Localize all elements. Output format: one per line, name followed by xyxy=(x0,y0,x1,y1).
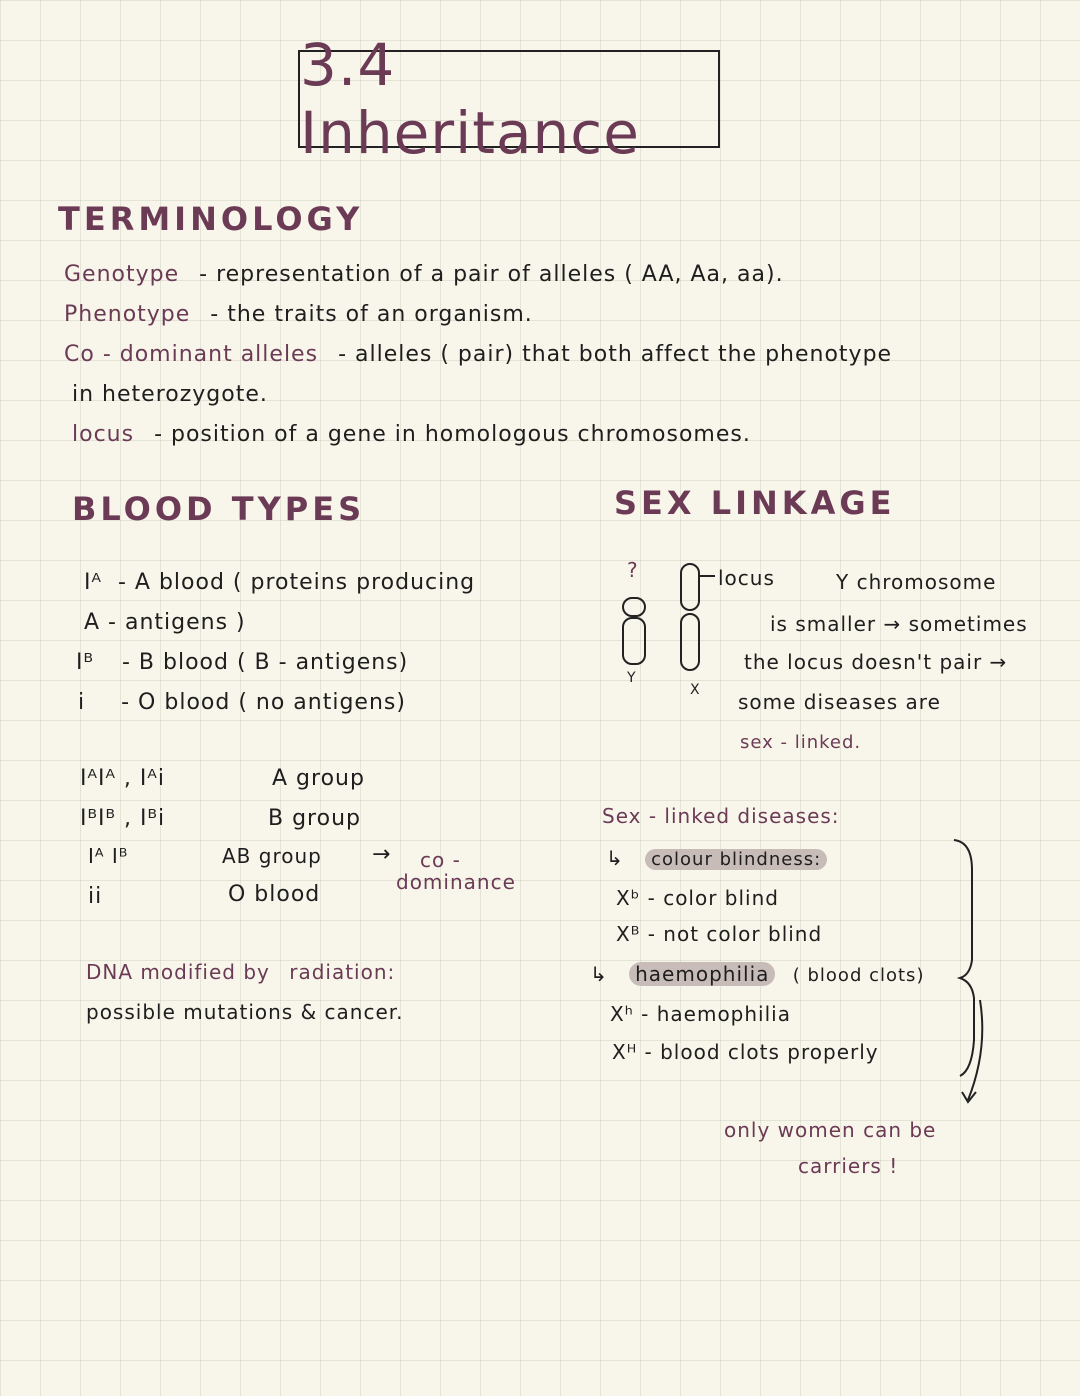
locus-definition: - position of a gene in homologous chromosomes. xyxy=(154,422,751,447)
bracket-arrow-icon xyxy=(940,830,1000,1120)
x-chromosome-shape xyxy=(681,564,699,670)
question-mark: ? xyxy=(627,558,639,582)
page-title: 3.4 Inheritance xyxy=(300,31,640,167)
xh-upper-line: Xᴴ - blood clots properly xyxy=(612,1040,879,1064)
xb-upper-line: Xᴮ - not color blind xyxy=(616,922,823,946)
ia-line xyxy=(84,570,475,595)
xh-lower-line: Xʰ - haemophilia xyxy=(610,1002,791,1026)
codominance-label-2: dominance xyxy=(396,870,516,894)
dna-radiation: radiation: xyxy=(289,960,396,984)
y-chromosome-shape xyxy=(623,598,645,664)
carriers-line-1: only women can be xyxy=(724,1118,937,1142)
sex-linkage-heading: SEX LINKAGE xyxy=(614,484,896,522)
locus-line xyxy=(72,422,751,447)
ia-description-cont: A - antigens ) xyxy=(84,610,246,635)
dna-mutations: possible mutations & cancer. xyxy=(86,1000,404,1024)
genotype-o: ii xyxy=(88,884,103,909)
dna-modified: DNA modified by xyxy=(86,960,270,984)
group-b: B group xyxy=(268,806,361,831)
ib-symbol: Iᴮ xyxy=(76,650,94,675)
note-line-4: some diseases are xyxy=(738,690,941,714)
ib-line xyxy=(76,650,408,675)
group-ab: AB group xyxy=(222,844,322,868)
codominant-term: Co - dominant alleles xyxy=(64,342,319,367)
group-a: A group xyxy=(272,766,365,791)
carriers-line-2: carriers ! xyxy=(798,1154,899,1178)
haemophilia-note: ( blood clots) xyxy=(792,965,925,986)
haemophilia-line xyxy=(590,962,924,986)
sub-arrow-icon-2: ↳ xyxy=(590,962,608,986)
codominant-definition: - alleles ( pair) that both affect the phenotype xyxy=(338,342,893,367)
phenotype-line xyxy=(64,302,533,327)
chromosome-diagram xyxy=(605,558,715,698)
locus-label: locus xyxy=(718,566,775,590)
i-symbol: i xyxy=(78,690,86,715)
genotype-line xyxy=(64,262,784,287)
genotype-a: IᴬIᴬ , Iᴬi xyxy=(80,766,165,791)
terminology-heading: TERMINOLOGY xyxy=(58,200,364,238)
xb-lower-line: Xᵇ - color blind xyxy=(616,886,779,910)
i-line xyxy=(78,690,406,715)
codominant-definition-cont: in heterozygote. xyxy=(72,382,268,407)
note-line-1: Y chromosome xyxy=(836,570,997,594)
sex-linked-diseases-heading: Sex - linked diseases: xyxy=(602,804,840,828)
genotype-b: IᴮIᴮ , Iᴮi xyxy=(80,806,166,831)
haemophilia-label: haemophilia xyxy=(629,962,775,986)
x-label: X xyxy=(690,682,700,698)
phenotype-definition: - the traits of an organism. xyxy=(210,302,533,327)
ia-description: - A blood ( proteins producing xyxy=(117,570,476,595)
colour-blindness-line xyxy=(606,846,827,870)
note-line-5: sex - linked. xyxy=(740,732,862,753)
ib-description: - B blood ( B - antigens) xyxy=(122,650,409,675)
i-description: - O blood ( no antigens) xyxy=(121,690,406,715)
arrow-right-icon: → xyxy=(372,842,392,867)
note-line-2: is smaller → sometimes xyxy=(770,612,1028,636)
phenotype-term: Phenotype xyxy=(64,302,191,327)
blood-types-heading: BLOOD TYPES xyxy=(72,490,366,528)
sub-arrow-icon: ↳ xyxy=(606,846,624,870)
group-o: O blood xyxy=(228,882,321,907)
dna-line xyxy=(86,960,395,984)
genotype-term: Genotype xyxy=(64,262,180,287)
note-line-3: the locus doesn't pair → xyxy=(744,650,1008,674)
genotype-ab: Iᴬ Iᴮ xyxy=(88,844,129,868)
codominance-label-1: co - xyxy=(420,848,461,872)
title-box xyxy=(298,31,720,167)
genotype-definition: - representation of a pair of alleles ( AA, Aa, aa). xyxy=(199,262,784,287)
ia-symbol: Iᴬ xyxy=(84,570,102,595)
locus-term: locus xyxy=(72,422,135,447)
colour-blindness-label: colour blindness: xyxy=(645,849,827,870)
y-label: Y xyxy=(627,670,636,686)
codominant-line xyxy=(64,342,892,367)
